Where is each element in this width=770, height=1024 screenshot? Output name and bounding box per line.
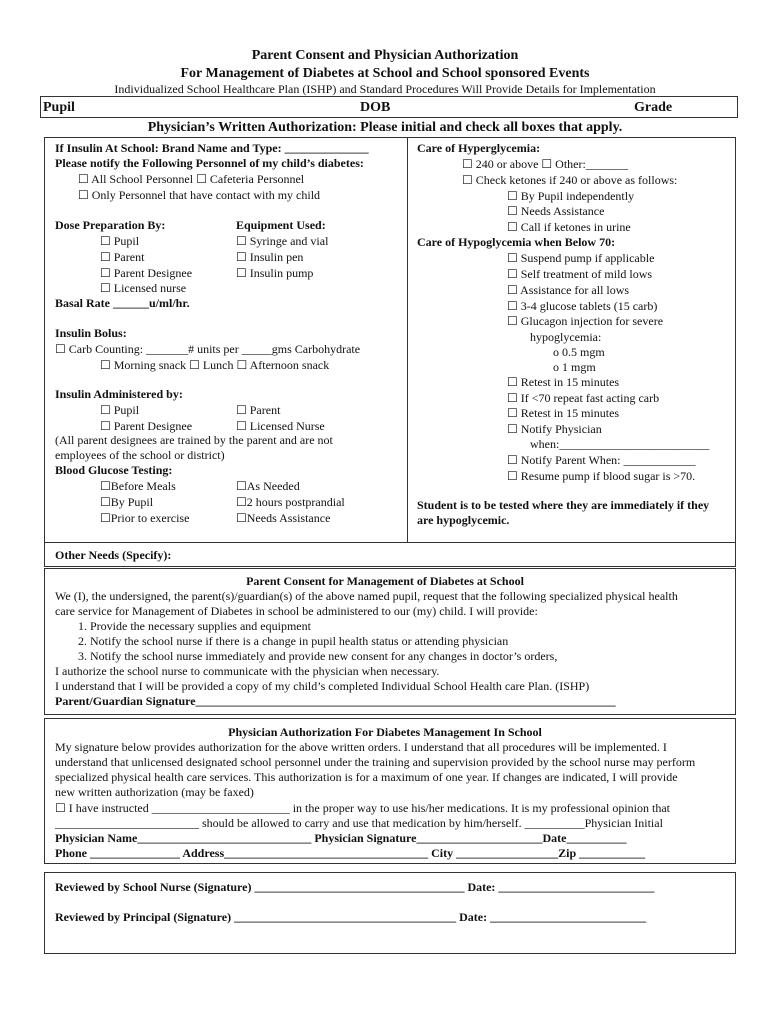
- parent-signature-field[interactable]: Parent/Guardian Signature______________________________________________________________________: [55, 694, 616, 708]
- physician-initial-field[interactable]: ________________________ should be allowed to carry and use that medication by him/herself. __________Physician Initial: [55, 816, 663, 830]
- notify-option-only[interactable]: ☐ Only Personnel that have contact with my child: [78, 188, 321, 202]
- other-needs-divider: [44, 542, 736, 543]
- physician-contact-fields[interactable]: Phone _______________ Address__________________________________ City _________________Zip ___________: [55, 846, 646, 860]
- consent-list-item: 3. Notify the school nurse immediately and provide new consent for any changes in doctor’s orders,: [78, 649, 558, 663]
- hypo-option[interactable]: ☐ Retest in 15 minutes: [507, 375, 620, 389]
- ketone-option[interactable]: ☐ Needs Assistance: [507, 204, 605, 218]
- blood-glucose-heading: Blood Glucose Testing:: [55, 463, 173, 477]
- physician-title: Physician Authorization For Diabetes Management In School: [228, 725, 542, 739]
- section-physician-written-authorization-title: Physician’s Written Authorization: Please initial and check all boxes that apply.: [147, 120, 623, 135]
- form-subtitle: Individualized School Healthcare Plan (ISHP) and Standard Procedures Will Provide Details for Implementation: [114, 82, 656, 96]
- student-test-note: are hypoglycemic.: [417, 513, 510, 527]
- hypoglycemia-heading: Care of Hypoglycemia when Below 70:: [417, 235, 616, 249]
- physician-text: specialized physical health care services. This authorization is for a maximum of one year. If changes are indicated, I will provide: [55, 770, 678, 784]
- dose-option[interactable]: ☐ Parent Designee: [100, 266, 193, 280]
- hypo-option[interactable]: ☐ Resume pump if blood sugar is >70.: [507, 469, 696, 483]
- insulin-administered-heading: Insulin Administered by:: [55, 387, 183, 401]
- hypo-option[interactable]: ☐ Self treatment of mild lows: [507, 267, 653, 281]
- bg-option[interactable]: ☐Before Meals: [100, 479, 176, 493]
- admin-option-pupil[interactable]: ☐ Pupil: [100, 403, 140, 417]
- glucagon-dose[interactable]: o 0.5 mgm: [553, 345, 605, 359]
- equipment-option[interactable]: ☐ Syringe and vial: [236, 234, 329, 248]
- notify-physician-when[interactable]: when:_________________________: [530, 437, 710, 451]
- admin-note: employees of the school or district): [55, 448, 225, 462]
- student-test-note: Student is to be tested where they are immediately if they: [417, 498, 710, 512]
- dob-label[interactable]: DOB: [360, 100, 391, 115]
- admin-option-nurse[interactable]: ☐ Licensed Nurse: [236, 419, 325, 433]
- notify-label: Please notify the Following Personnel of my child’s diabetes:: [55, 156, 364, 170]
- hypo-option-continued: hypoglycemia:: [530, 330, 602, 344]
- consent-text: We (I), the undersigned, the parent(s)/guardian(s) of the above named pupil, request that the following specialized physical health: [55, 589, 678, 603]
- consent-text: I understand that I will be provided a copy of my child’s completed Individual School Health care Plan. (ISHP): [55, 679, 590, 693]
- consent-list-item: 1. Provide the necessary supplies and equipment: [78, 619, 311, 633]
- admin-option-designee[interactable]: ☐ Parent Designee: [100, 419, 193, 433]
- carb-counting[interactable]: ☐ Carb Counting: _______# units per _____gms Carbohydrate: [55, 342, 361, 356]
- column-divider: [407, 137, 408, 542]
- insulin-brand-label[interactable]: If Insulin At School: Brand Name and Type: ______________: [55, 141, 369, 155]
- basal-rate[interactable]: Basal Rate ______u/ml/hr.: [55, 296, 190, 310]
- hyperglycemia-heading: Care of Hyperglycemia:: [417, 141, 541, 155]
- equipment-option[interactable]: ☐ Insulin pump: [236, 266, 314, 280]
- physician-text: understand that unlicensed designated school personnel under the training and supervision provided by the school nurse may perform: [55, 755, 696, 769]
- physician-text: My signature below provides authorization for the above written orders. I understand that all procedures will be implemented. I: [55, 740, 667, 754]
- physician-signature-fields[interactable]: Physician Name_____________________________ Physician Signature_____________________Date__________: [55, 831, 627, 845]
- physician-text: new written authorization (may be faxed): [55, 785, 254, 799]
- hypo-option[interactable]: ☐ If <70 repeat fast acting carb: [507, 391, 660, 405]
- insulin-bolus-heading: Insulin Bolus:: [55, 326, 127, 340]
- consent-text: care service for Management of Diabetes in school be administered to our (my) child. I will provide:: [55, 604, 538, 618]
- admin-option-parent[interactable]: ☐ Parent: [236, 403, 281, 417]
- instructed-field[interactable]: ☐ I have instructed _______________________ in the proper way to use his/her medications. It is my professional opinion that: [55, 801, 670, 815]
- bg-option[interactable]: ☐As Needed: [236, 479, 300, 493]
- equipment-heading: Equipment Used:: [236, 218, 326, 232]
- hypo-option[interactable]: ☐ Notify Parent When: ____________: [507, 453, 696, 467]
- hypo-option[interactable]: ☐ Assistance for all lows: [507, 283, 630, 297]
- grade-label[interactable]: Grade: [634, 100, 673, 115]
- bg-option[interactable]: ☐By Pupil: [100, 495, 154, 509]
- hypo-option[interactable]: ☐ 3-4 glucose tablets (15 carb): [507, 299, 658, 313]
- consent-title: Parent Consent for Management of Diabetes at School: [246, 574, 524, 588]
- consent-list-item: 2. Notify the school nurse if there is a change in pupil health status or attending physician: [78, 634, 509, 648]
- notify-option-all[interactable]: ☐ All School Personnel ☐ Cafeteria Personnel: [78, 172, 305, 186]
- dose-option[interactable]: ☐ Licensed nurse: [100, 281, 187, 295]
- other-needs-label[interactable]: Other Needs (Specify):: [55, 548, 172, 562]
- form-subtitle-title: For Management of Diabetes at School and School sponsored Events: [180, 66, 590, 81]
- bolus-meal-options[interactable]: ☐ Morning snack ☐ Lunch ☐ Afternoon snack: [100, 358, 330, 372]
- principal-review-field[interactable]: Reviewed by Principal (Signature) _____________________________________ Date: __________________________: [55, 910, 647, 924]
- consent-text: I authorize the school nurse to communicate with the physician when necessary.: [55, 664, 440, 678]
- dose-option[interactable]: ☐ Parent: [100, 250, 145, 264]
- nurse-review-field[interactable]: Reviewed by School Nurse (Signature) ___________________________________ Date: __________________________: [55, 880, 655, 894]
- equipment-option[interactable]: ☐ Insulin pen: [236, 250, 304, 264]
- form-title: Parent Consent and Physician Authorization: [251, 48, 519, 63]
- hyper-option[interactable]: ☐ 240 or above ☐ Other:_______: [462, 157, 628, 171]
- ketone-option[interactable]: ☐ Call if ketones in urine: [507, 220, 631, 234]
- hypo-option[interactable]: ☐ Notify Physician: [507, 422, 602, 436]
- hypo-option[interactable]: ☐ Glucagon injection for severe: [507, 314, 664, 328]
- ketone-option[interactable]: ☐ By Pupil independently: [507, 189, 635, 203]
- bg-option[interactable]: ☐Needs Assistance: [236, 511, 331, 525]
- bg-option[interactable]: ☐Prior to exercise: [100, 511, 190, 525]
- hyper-option[interactable]: ☐ Check ketones if 240 or above as follows:: [462, 173, 678, 187]
- pupil-label[interactable]: Pupil: [43, 100, 75, 115]
- glucagon-dose[interactable]: o 1 mgm: [553, 360, 596, 374]
- hypo-option[interactable]: ☐ Suspend pump if applicable: [507, 251, 655, 265]
- dose-preparation-heading: Dose Preparation By:: [55, 218, 166, 232]
- admin-note: (All parent designees are trained by the parent and are not: [55, 433, 333, 447]
- hypo-option[interactable]: ☐ Retest in 15 minutes: [507, 406, 620, 420]
- bg-option[interactable]: ☐2 hours postprandial: [236, 495, 345, 509]
- dose-option[interactable]: ☐ Pupil: [100, 234, 140, 248]
